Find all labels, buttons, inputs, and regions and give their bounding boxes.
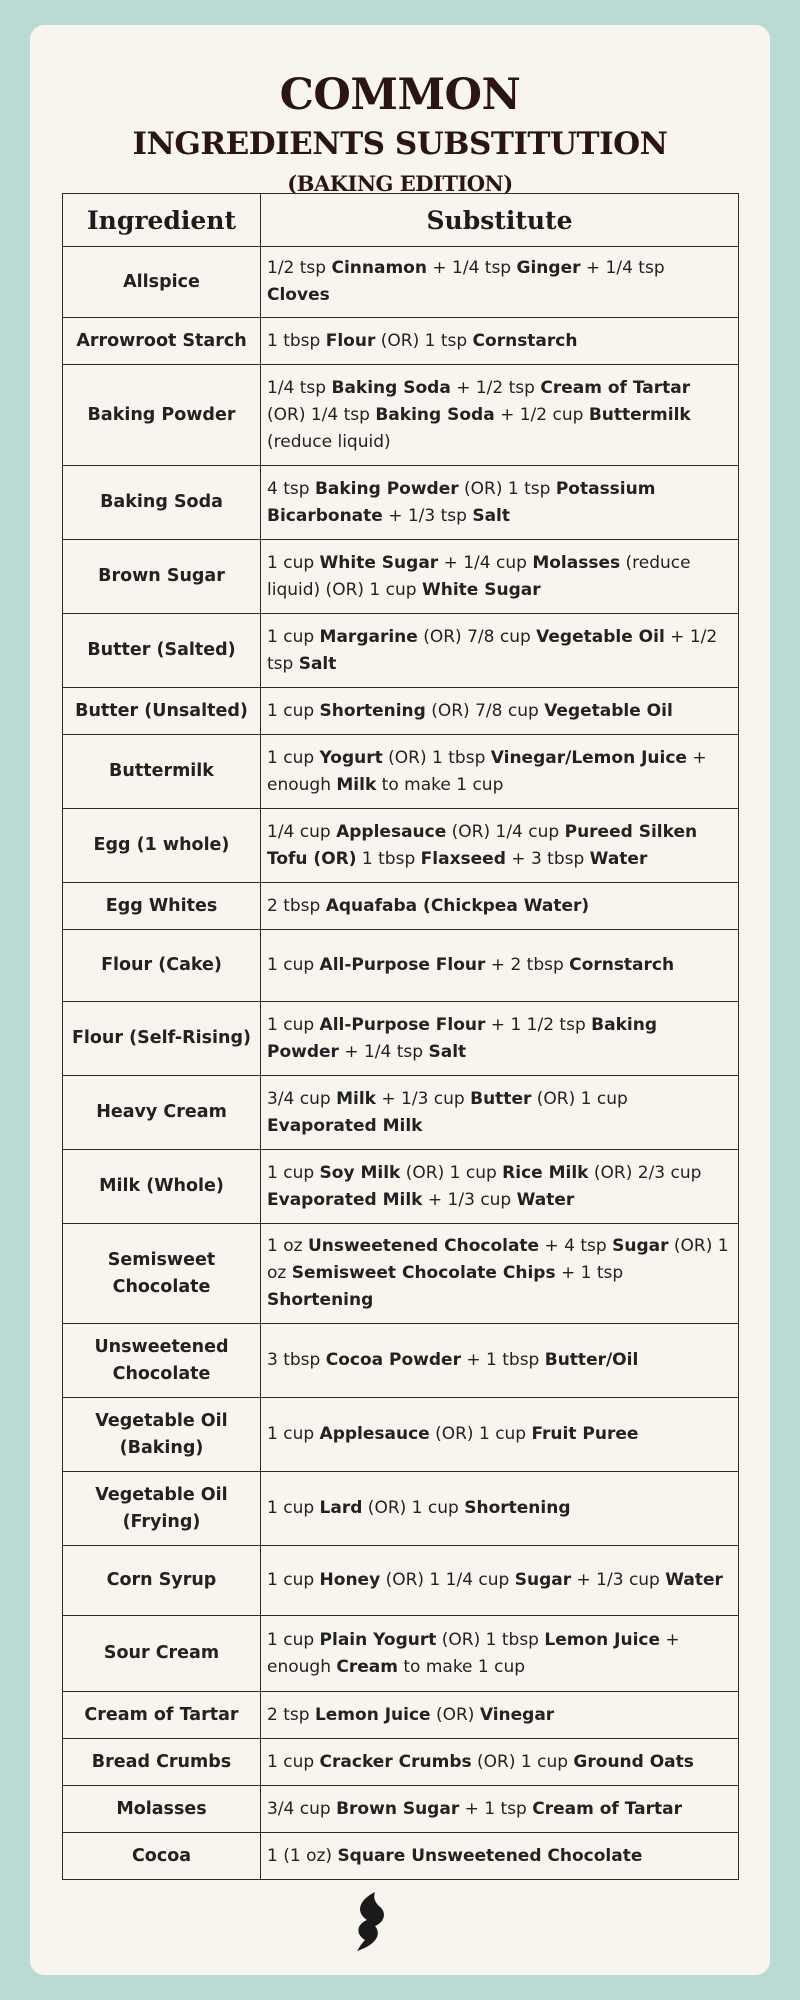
- substitute-ingredient: Milk: [336, 1088, 376, 1109]
- substitute-amount: + 1/4 tsp: [338, 1041, 429, 1062]
- column-header-ingredient: Ingredient: [63, 194, 261, 247]
- ingredient-cell: Butter (Unsalted): [63, 688, 261, 735]
- substitute-ingredient: Milk: [336, 774, 377, 795]
- substitute-amount: 1 cup: [267, 747, 320, 768]
- substitute-ingredient: Margarine: [319, 626, 418, 647]
- substitute-ingredient: Cream of Tartar: [540, 377, 691, 398]
- ingredient-cell: Baking Soda: [63, 466, 261, 540]
- substitute-cell: [261, 1324, 739, 1398]
- substitute-ingredient: Unsweetened Chocolate: [307, 1236, 540, 1256]
- substitute-amount: + 1/4 tsp: [580, 258, 665, 278]
- substitute-cell: [261, 1833, 739, 1880]
- substitute-ingredient: Brown Sugar: [336, 1798, 460, 1819]
- substitute-amount: to make 1 cup: [397, 1656, 526, 1677]
- table-row: [63, 930, 739, 1002]
- substitute-ingredient: Cracker Crumbs: [319, 1751, 472, 1772]
- substitute-ingredient: Baking Soda: [331, 377, 451, 398]
- substitute-amount: 2 tbsp: [267, 895, 326, 916]
- ingredient-cell: Buttermilk: [63, 735, 261, 809]
- substitute-amount: 1 cup: [267, 1424, 320, 1444]
- substitute-cell: [261, 809, 739, 883]
- table-row: [63, 540, 739, 614]
- table-row: [63, 1002, 739, 1076]
- substitute-amount: 1/4 cup: [267, 821, 337, 842]
- substitute-ingredient: Cornstarch: [569, 955, 675, 975]
- table-row: [63, 735, 739, 809]
- substitute-ingredient: Butter: [470, 1088, 532, 1109]
- substitute-cell: [261, 1398, 739, 1472]
- substitute-ingredient: Potassium Bicarbonate: [267, 478, 656, 526]
- substitute-ingredient: Water: [589, 848, 648, 869]
- table-row: [63, 365, 739, 466]
- substitute-ingredient: White Sugar: [319, 552, 439, 573]
- substitute-amount: 1/4 tsp: [267, 377, 332, 398]
- substitute-amount: + enough: [267, 1629, 680, 1677]
- substitute-amount: (OR) 1 cup: [400, 1162, 503, 1183]
- substitute-ingredient: Sugar: [612, 1236, 669, 1256]
- ingredient-cell: Egg Whites: [63, 883, 261, 930]
- substitute-amount: (OR) 1/4 tsp: [267, 404, 376, 425]
- substitute-ingredient: Water: [665, 1570, 723, 1590]
- ingredient-cell: Arrowroot Starch: [63, 318, 261, 365]
- ingredient-cell: Cream of Tartar: [63, 1692, 261, 1739]
- substitute-ingredient: Baking Powder: [314, 478, 459, 499]
- substitute-amount: 1 cup: [267, 1162, 320, 1183]
- substitute-ingredient: Fruit Puree: [531, 1424, 639, 1444]
- substitute-amount: 1 cup: [267, 1570, 320, 1590]
- substitute-cell: [261, 466, 739, 540]
- substitute-cell: [261, 688, 739, 735]
- substitute-cell: [261, 1472, 739, 1546]
- substitute-ingredient: Shortening: [319, 700, 426, 721]
- ingredient-cell: Milk (Whole): [63, 1150, 261, 1224]
- table-row: [63, 1786, 739, 1833]
- substitute-ingredient: Cream: [336, 1656, 398, 1677]
- ingredient-cell: Egg (1 whole): [63, 809, 261, 883]
- substitute-ingredient: Ginger: [516, 258, 581, 278]
- substitute-amount: 3/4 cup: [267, 1798, 337, 1819]
- table-row: [63, 1150, 739, 1224]
- substitute-cell: [261, 614, 739, 688]
- table-header-row: [63, 194, 739, 247]
- substitute-amount: + 1/3 cup: [422, 1189, 517, 1210]
- flame-leaf-logo-icon: [345, 1890, 395, 1952]
- substitute-amount: to make 1 cup: [376, 774, 504, 795]
- substitute-ingredient: Applesauce: [336, 821, 447, 842]
- ingredient-cell: Vegetable Oil (Frying): [63, 1472, 261, 1546]
- substitute-amount: 3 tbsp: [267, 1350, 326, 1370]
- substitute-amount: (OR) 1 cup: [471, 1751, 574, 1772]
- table-row: [63, 1398, 739, 1472]
- substitute-amount: + 1 1/2 tsp: [485, 1014, 592, 1035]
- substitute-amount: 1 tbsp: [267, 330, 326, 351]
- table-row: [63, 1616, 739, 1692]
- substitute-ingredient: Applesauce: [319, 1424, 430, 1444]
- table-body: [63, 247, 739, 1880]
- substitute-cell: [261, 1546, 739, 1616]
- table-row: [63, 809, 739, 883]
- substitute-amount: + 1 tbsp: [460, 1350, 545, 1370]
- table-row: [63, 1833, 739, 1880]
- ingredient-cell: Flour (Self-Rising): [63, 1002, 261, 1076]
- substitute-amount: (reduce liquid): [267, 431, 391, 452]
- table-row: [63, 1739, 739, 1786]
- substitute-ingredient: Baking Soda: [375, 404, 495, 425]
- substitute-ingredient: Ground Oats: [573, 1751, 694, 1772]
- substitute-amount: + 1/2 cup: [494, 404, 589, 425]
- substitute-amount: 1/2 tsp: [267, 258, 332, 278]
- substitute-ingredient: Square Unsweetened Chocolate: [337, 1845, 643, 1866]
- substitute-amount: + 1 tsp: [555, 1263, 624, 1283]
- substitute-amount: + 1/3 cup: [375, 1088, 471, 1109]
- substitute-amount: + 1/4 tsp: [426, 258, 517, 278]
- substitute-cell: [261, 1002, 739, 1076]
- substitute-ingredient: Vegetable Oil: [536, 626, 665, 647]
- substitute-amount: 1 tbsp: [356, 848, 421, 869]
- substitute-amount: (OR) 1 tsp: [458, 478, 556, 499]
- substitute-amount: 3/4 cup: [267, 1088, 337, 1109]
- substitute-ingredient: Cocoa Powder: [325, 1350, 461, 1370]
- substitute-ingredient: Rice Milk: [502, 1162, 589, 1183]
- substitute-amount: + 1/4 cup: [438, 552, 533, 573]
- substitute-cell: [261, 1616, 739, 1692]
- substitute-amount: 1 (1 oz): [267, 1845, 338, 1866]
- substitute-ingredient: Vinegar: [479, 1704, 555, 1725]
- substitute-amount: 1 cup: [267, 1751, 320, 1772]
- substitution-table: [62, 193, 739, 1880]
- substitute-amount: + 2 tbsp: [485, 955, 570, 975]
- substitute-cell: [261, 247, 739, 318]
- substitute-cell: [261, 1224, 739, 1324]
- substitute-amount: (OR) 1 cup: [362, 1498, 465, 1518]
- substitute-cell: [261, 1786, 739, 1833]
- substitute-ingredient: Cream of Tartar: [532, 1798, 682, 1819]
- substitute-amount: 1 cup: [267, 1498, 320, 1518]
- title-line-2: INGREDIENTS SUBSTITUTION: [132, 126, 668, 162]
- substitute-cell: [261, 540, 739, 614]
- substitute-ingredient: Molasses: [532, 552, 621, 573]
- substitute-amount: + enough: [267, 747, 707, 795]
- substitute-amount: (OR) 1 oz: [267, 1236, 729, 1283]
- ingredient-cell: Sour Cream: [63, 1616, 261, 1692]
- substitute-cell: [261, 365, 739, 466]
- substitute-amount: + 1/3 tsp: [382, 505, 473, 526]
- substitute-cell: [261, 1692, 739, 1739]
- ingredient-cell: Cocoa: [63, 1833, 261, 1880]
- substitute-cell: [261, 930, 739, 1002]
- substitute-amount: 4 tsp: [267, 478, 315, 499]
- title-line-1: COMMON: [279, 70, 521, 120]
- substitute-amount: (reduce liquid) (OR) 1 cup: [267, 552, 691, 600]
- substitute-amount: (OR): [430, 1704, 480, 1725]
- substitute-amount: 1 cup: [267, 700, 320, 721]
- substitute-amount: (OR) 1 cup: [429, 1424, 532, 1444]
- substitute-ingredient: Aquafaba (Chickpea Water): [325, 895, 590, 916]
- table-row: [63, 1546, 739, 1616]
- ingredient-cell: Flour (Cake): [63, 930, 261, 1002]
- ingredient-cell: Molasses: [63, 1786, 261, 1833]
- substitute-ingredient: Lard: [319, 1498, 363, 1518]
- substitute-ingredient: Salt: [428, 1041, 467, 1062]
- column-header-substitute: Substitute: [261, 194, 739, 247]
- substitute-cell: [261, 1076, 739, 1150]
- substitute-amount: 1 cup: [267, 552, 320, 573]
- substitute-amount: + 1/2 tsp: [267, 626, 718, 674]
- substitute-cell: [261, 883, 739, 930]
- substitute-ingredient: Vinegar/Lemon Juice: [490, 747, 687, 768]
- substitute-amount: 1 oz: [267, 1236, 308, 1256]
- substitute-ingredient: Plain Yogurt: [319, 1629, 437, 1650]
- substitute-ingredient: Evaporated Milk: [267, 1115, 423, 1136]
- substitute-ingredient: Water: [516, 1189, 575, 1210]
- substitute-ingredient: Evaporated Milk: [267, 1189, 423, 1210]
- ingredient-cell: Heavy Cream: [63, 1076, 261, 1150]
- substitute-amount: (OR) 2/3 cup: [588, 1162, 702, 1183]
- ingredient-cell: Bread Crumbs: [63, 1739, 261, 1786]
- substitute-ingredient: White Sugar: [421, 579, 541, 600]
- title-line-3: (BAKING EDITION): [287, 171, 513, 196]
- substitute-ingredient: Flour: [325, 330, 376, 351]
- substitute-ingredient: Lemon Juice: [314, 1704, 431, 1725]
- substitute-amount: + 1/3 cup: [571, 1570, 666, 1590]
- table-row: [63, 1692, 739, 1739]
- substitute-ingredient: Butter/Oil: [544, 1350, 639, 1370]
- ingredient-cell: Allspice: [63, 247, 261, 318]
- substitute-cell: [261, 318, 739, 365]
- substitute-amount: 1 cup: [267, 1014, 320, 1035]
- substitute-amount: (OR) 1 tbsp: [436, 1629, 545, 1650]
- substitute-cell: [261, 1739, 739, 1786]
- table-row: [63, 1224, 739, 1324]
- substitute-ingredient: Lemon Juice: [544, 1629, 661, 1650]
- substitute-cell: [261, 735, 739, 809]
- substitute-ingredient: Sugar: [514, 1570, 572, 1590]
- ingredient-cell: Vegetable Oil (Baking): [63, 1398, 261, 1472]
- substitute-ingredient: Cloves: [267, 285, 330, 305]
- substitute-amount: 1 cup: [267, 955, 320, 975]
- substitute-ingredient: Buttermilk: [588, 404, 691, 425]
- substitute-amount: 1 cup: [267, 626, 320, 647]
- substitute-ingredient: Soy Milk: [319, 1162, 401, 1183]
- ingredient-cell: Butter (Salted): [63, 614, 261, 688]
- table-row: [63, 1472, 739, 1546]
- substitute-amount: + 1/2 tsp: [450, 377, 541, 398]
- substitute-ingredient: All-Purpose Flour: [319, 955, 486, 975]
- substitute-ingredient: Flaxseed: [420, 848, 506, 869]
- substitute-ingredient: Honey: [319, 1570, 381, 1590]
- substitute-ingredient: Cinnamon: [331, 258, 427, 278]
- substitute-ingredient: All-Purpose Flour: [319, 1014, 486, 1035]
- substitute-ingredient: Cornstarch: [472, 330, 578, 351]
- substitute-amount: + 4 tsp: [539, 1236, 613, 1256]
- substitute-amount: (OR) 7/8 cup: [425, 700, 545, 721]
- table-row: [63, 1324, 739, 1398]
- table-row: [63, 247, 739, 318]
- substitute-amount: 1 cup: [267, 1629, 320, 1650]
- table-row: [63, 688, 739, 735]
- substitute-amount: (OR) 1 1/4 cup: [380, 1570, 515, 1590]
- ingredient-cell: Semisweet Chocolate: [63, 1224, 261, 1324]
- ingredient-cell: Baking Powder: [63, 365, 261, 466]
- substitute-ingredient: Vegetable Oil: [544, 700, 673, 721]
- substitute-ingredient: Shortening: [267, 1290, 374, 1310]
- substitute-amount: (OR) 1 tsp: [375, 330, 473, 351]
- substitute-ingredient: Shortening: [464, 1498, 571, 1518]
- table-row: [63, 318, 739, 365]
- substitute-amount: + 3 tbsp: [505, 848, 590, 869]
- substitute-amount: 2 tsp: [267, 1704, 315, 1725]
- substitute-ingredient: Pureed Silken Tofu (OR): [267, 821, 698, 869]
- substitute-cell: [261, 1150, 739, 1224]
- ingredient-cell: Corn Syrup: [63, 1546, 261, 1616]
- substitute-ingredient: Salt: [472, 505, 511, 526]
- table-row: [63, 466, 739, 540]
- ingredient-cell: Unsweetened Chocolate: [63, 1324, 261, 1398]
- table-row: [63, 883, 739, 930]
- substitute-ingredient: Semisweet Chocolate Chips: [291, 1263, 556, 1283]
- substitute-ingredient: Baking Powder: [267, 1014, 657, 1062]
- substitute-amount: (OR) 1 cup: [531, 1088, 628, 1109]
- table-row: [63, 1076, 739, 1150]
- substitute-ingredient: Salt: [298, 653, 337, 674]
- substitute-amount: (OR) 1 tbsp: [382, 747, 491, 768]
- substitute-amount: (OR) 1/4 cup: [446, 821, 565, 842]
- substitute-ingredient: Yogurt: [319, 747, 383, 768]
- substitute-amount: (OR) 7/8 cup: [417, 626, 537, 647]
- ingredient-cell: Brown Sugar: [63, 540, 261, 614]
- table-row: [63, 614, 739, 688]
- substitute-amount: + 1 tsp: [459, 1798, 533, 1819]
